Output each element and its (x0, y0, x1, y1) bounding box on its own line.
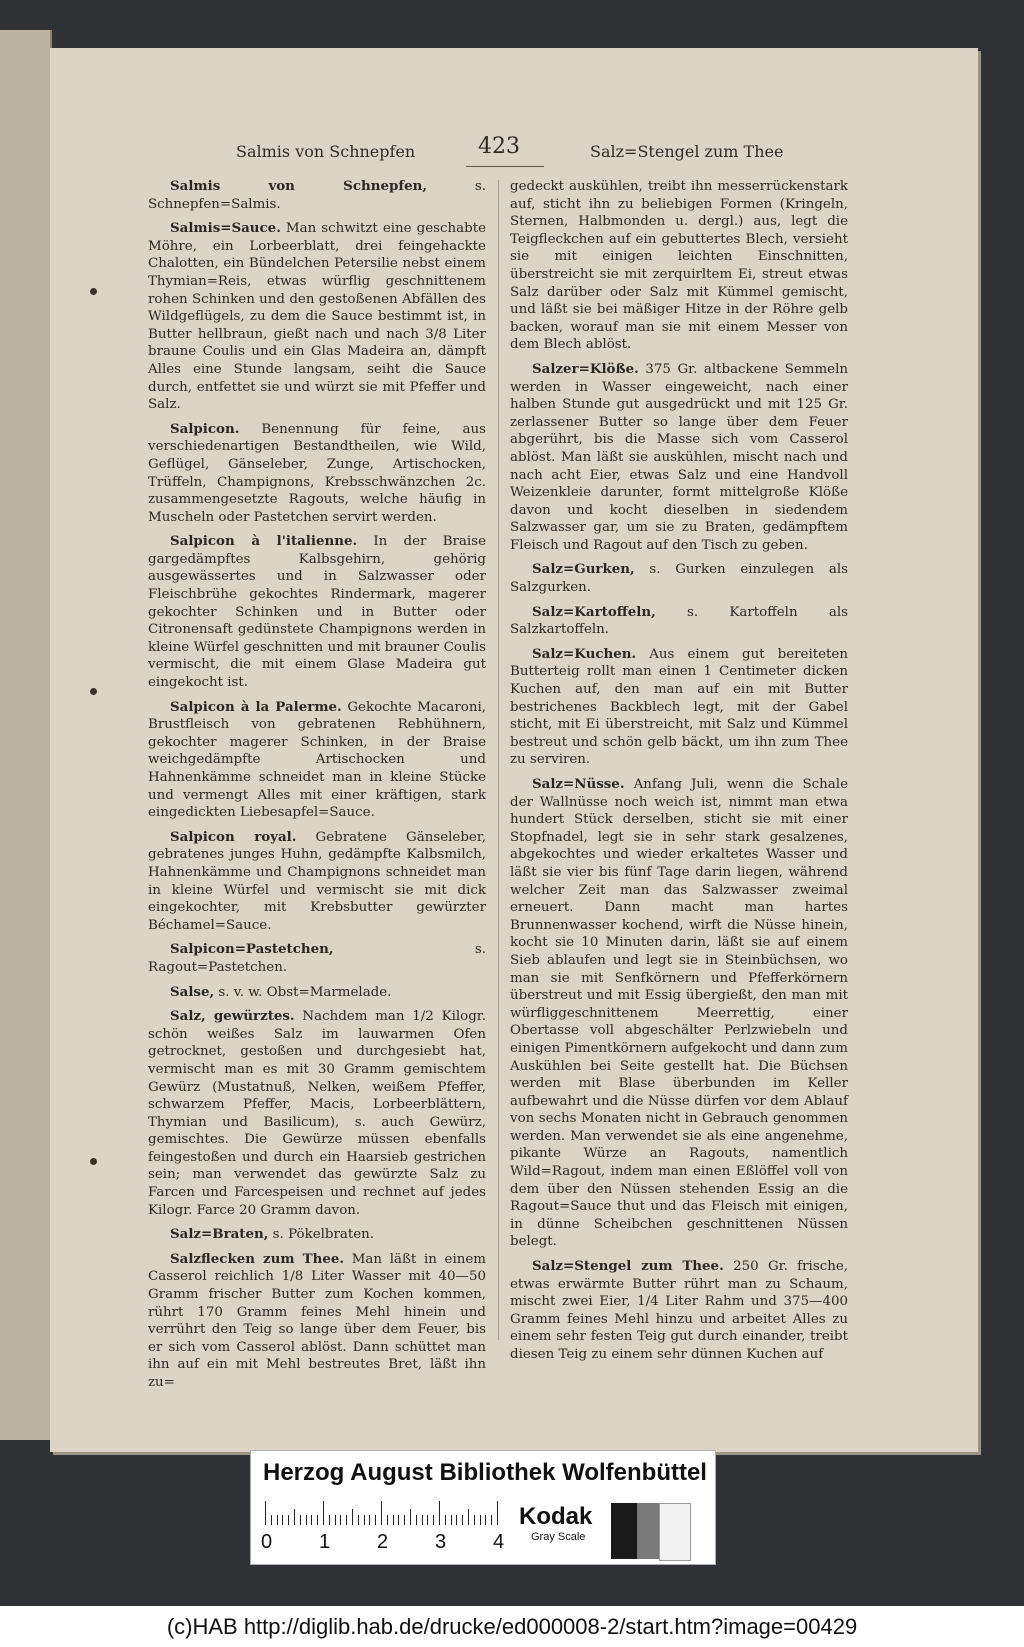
dictionary-entry (510, 561, 848, 596)
entry-text: 375 Gr. altbackene Semmeln werden in Wasser eingeweicht, nach einer halben Stunde gut ausgedrückt und mit 125 Gr. zerlassener Butter so lange über dem Feuer abgerührt, bis die Masse sich vom Casserol ablöst. Man läßt sie auskühlen, mischt nach und nach acht Eier, etwas Salz und eine Handvoll Weizenkleie darunter, formt mittelgroße Klöße davon und kocht dieselben in siedendem Salzwasser gar, um sie zu Braten, gedämpftem Fleisch und Ragout auf den Tisch zu geben. (510, 361, 848, 553)
gray-swatch-mid (637, 1503, 659, 1559)
ruler-tick (375, 1515, 376, 1525)
dictionary-entry (148, 220, 486, 414)
entry-headword: Salz=Kartoffeln, (532, 603, 656, 620)
ruler-tick (422, 1515, 423, 1525)
ruler-tick (462, 1515, 463, 1525)
entry-text: s. Schnepfen=Salmis. (148, 179, 486, 212)
ruler-tick (294, 1509, 295, 1525)
dictionary-entry (510, 178, 848, 354)
entry-text: s. Kartoffeln als Salzkartoffeln. (510, 604, 848, 638)
dictionary-entry (148, 1008, 486, 1219)
ruler-tick (282, 1515, 283, 1525)
entry-headword: Salz=Braten, (170, 1226, 269, 1243)
ruler-number: 2 (377, 1531, 389, 1553)
entry-headword: Salmis=Sauce. (170, 220, 281, 237)
ruler-tick (474, 1515, 475, 1525)
dictionary-entry (148, 1226, 486, 1244)
credit-url: (c)HAB http://diglib.hab.de/drucke/ed000008-2/start.htm?image=00429 (166, 1613, 858, 1639)
entry-text: Benennung für feine, aus verschiedenartigen Bestandtheilen, wie Wild, Geflügel, Gänseleber, Zunge, Artischocken, Trüffeln, Champignons, Krebsschwänzchen 2c. zusammengesetzte Ragouts, welche häufig in Muscheln oder Pastetchen servirt werden. (148, 421, 486, 525)
header-right-title: Salz=Stengel zum Thee (590, 142, 784, 161)
dictionary-entry (148, 829, 486, 935)
ruler-number: 0 (261, 1531, 273, 1553)
entry-headword: Salpicon à la Palerme. (170, 698, 342, 715)
ruler-tick (451, 1515, 452, 1525)
entry-headword: Salpicon. (170, 420, 240, 437)
dictionary-entry (148, 421, 486, 527)
entry-headword: Salz=Stengel zum Thee. (532, 1258, 724, 1275)
entry-text: s. Pökelbraten. (268, 1227, 375, 1243)
ruler-number: 4 (493, 1531, 505, 1553)
entry-text: Anfang Juli, wenn die Schale der Wallnüsse noch weich ist, nimmt man etwa hundert Stück derselben, sticht sie mit einer Stopfnadel, legt sie in sehr stark gesalzenes, abgekochtes und wieder erkaltetes Wasser und läßt sie vier bis fünf Tage darin liegen, während welcher Zeit man das Salzwasser zweimal erneuert. Dann macht man hartes Brunnenwasser kochend, wirft die Nüsse hinein, kocht sie 10 Minuten darin, läßt sie auf einem Sieb ablaufen und legt sie in Steinbüchsen, wo man sie mit Senfkörnern und Pfefferkörnern überstreut und mit Essig übergießt, den man mit würfliggeschnittenem Meerrettig, einer Obertasse voll abgeschälter Perlzwiebeln und einigen Pimentkörnern aufgekocht und dann zum Auskühlen bei Seite gestellt hat. Die Büchsen werden mit Blase überbunden im Keller aufbewahrt und die Nüsse dürfen vor dem Ablauf von sechs Monaten nicht in Gebrauch genommen werden. Man verwendet sie als eine angenehme, pikante Würze an Ragouts, namentlich Wild=Ragout, indem man einen Eßlöffel voll von dem über den Nüssen stehenden Essig an die Ragout=Sauce thut und das Fleisch mit einigen, in dünne Scheibchen geschnittenen Nüssen belegt. (510, 777, 848, 1250)
entry-text: Man schwitzt eine geschabte Möhre, ein Lorbeerblatt, drei feingehackte Chalotten, ein Bündelchen Petersilie nebst einem Thymian=Reis, etwas würflig geschnittenem rohen Schinken und den gestoßenen Abfällen des Wildgeflügels, zu dem die Sauce bestimmt ist, in Butter hellbraun, gießt nach und nach 3/8 Liter braune Coulis und ein Glas Madeira an, dämpft Alles eine Stunde langsam, seiht die Sauce durch, entfettet sie und würzt sie mit Pfeffer und Salz. (148, 221, 486, 413)
entry-text: Gebratene Gänseleber, gebratenes junges Huhn, gedämpfte Kalbsmilch, Hahnenkämme und Champignons schneidet man in kleine Würfel und vermischt sie mit dick eingekochter, mit Krebsbutter gewürzter Béchamel=Sauce. (148, 829, 487, 933)
dictionary-entry (510, 1258, 848, 1364)
ruler-tick (393, 1515, 394, 1525)
entry-text: s. v. w. Obst=Marmelade. (214, 984, 392, 1000)
ruler-scale (265, 1499, 501, 1525)
book-page (50, 48, 978, 1452)
dictionary-entry (148, 178, 486, 213)
entry-text: s. Ragout=Pastetchen. (148, 942, 486, 975)
entry-text: Man läßt in einem Casserol reichlich 1/8 Liter Wasser mit 40—50 Gramm frischer Butter zum Kochen kommen, rührt 170 Gramm feines Mehl hinein und verrührt den Teig so lange über dem Feuer, bis er sich vom Casserol ablöst. Dann schüttet man ihn auf ein mit Mehl bestreutes Bret, läßt ihn zu= (148, 1251, 486, 1390)
dictionary-entry (510, 361, 848, 555)
entry-text: gedeckt auskühlen, treibt ihn messerrückenstark auf, sticht ihn zu beliebigen Formen (Kringeln, Sternen, Halbmonden u. dergl.) aus, legt die Teigfleckchen auf ein gebuttertes Blech, versieht sie mit einigen leichten Einschnitten, überstreicht sie mit zerquirltem Ei, streut etwas Salz darüber oder Salz mit Kümmel gemischt, und läßt sie bei mäßiger Hitze in der Röhre gelb backen, worauf man sie mit einem Messer von dem Blech ablöst. (510, 179, 848, 353)
left-text-column (148, 178, 487, 1390)
entry-headword: Salpicon=Pastetchen, (170, 941, 334, 958)
ruler-tick (300, 1515, 301, 1525)
ruler-tick (427, 1515, 428, 1525)
entry-headword: Salse, (170, 983, 215, 1000)
ruler-tick (340, 1515, 341, 1525)
ruler-tick (364, 1515, 365, 1525)
ruler-tick (311, 1515, 312, 1525)
library-name: Herzog August Bibliothek Wolfenbüttel (263, 1459, 707, 1486)
running-header (50, 128, 978, 168)
image-credit-bar (0, 1606, 1024, 1647)
binding-hole (90, 288, 97, 295)
ruler-tick (433, 1515, 434, 1525)
ruler-tick (335, 1515, 336, 1525)
ruler-tick (265, 1501, 266, 1525)
dictionary-entry (148, 699, 486, 822)
ruler-tick (497, 1501, 498, 1525)
page-number: 423 (478, 134, 520, 159)
ruler-tick (358, 1515, 359, 1525)
color-target-card (250, 1450, 716, 1565)
ruler-tick (416, 1515, 417, 1525)
ruler-tick (288, 1515, 289, 1525)
kodak-logo-text: Kodak (519, 1503, 593, 1530)
ruler-tick (456, 1515, 457, 1525)
entry-headword: Salzflecken zum Thee. (170, 1250, 345, 1267)
ruler-tick (271, 1515, 272, 1525)
dictionary-entry (148, 984, 486, 1002)
ruler-tick (480, 1515, 481, 1525)
entry-headword: Salzer=Klöße. (532, 360, 639, 377)
binding-hole (90, 1158, 97, 1165)
entry-headword: Salmis von Schnepfen, (170, 178, 428, 194)
dictionary-entry (510, 776, 848, 1251)
entry-headword: Salz=Gurken, (532, 561, 635, 578)
ruler-tick (491, 1515, 492, 1525)
ruler-tick (398, 1515, 399, 1525)
entry-headword: Salpicon à l'italienne. (170, 533, 358, 550)
ruler-tick (468, 1509, 469, 1525)
entry-text: In der Braise gargedämpftes Kalbsgehirn, gehörig ausgewässertes und in Salzwasser oder Fleischbrühe gekochtes Rindermark, magerer gekochter Schinken und in Butter oder Citronensaft gedünstete Champignons werden in kleine Würfel geschnitten und mit brauner Coulis vermischt, die mit einem Glase Madeira gut eingekocht ist. (148, 534, 486, 691)
ruler-number: 1 (319, 1531, 331, 1553)
ruler-tick (346, 1515, 347, 1525)
header-left-title: Salmis von Schnepfen (236, 142, 416, 161)
ruler-tick (323, 1501, 324, 1525)
left-page-edge (0, 30, 52, 1440)
ruler-tick (329, 1515, 330, 1525)
ruler-tick (352, 1509, 353, 1525)
column-divider (498, 180, 499, 1340)
ruler-tick (277, 1515, 278, 1525)
dictionary-entry (510, 604, 848, 639)
entry-text: Gekochte Macaroni, Brustfleisch von gebratenen Rebhühnern, gekochter magerer Schinken, in der Braise weichgedämpfte Artischocken und Hahnenkämme schneidet man in kleine Stücke und vermengt Alles mit einer kräftigen, stark eingedickten Liebesapfel=Sauce. (148, 699, 486, 821)
binding-hole (90, 688, 97, 695)
ruler-tick (445, 1515, 446, 1525)
ruler-tick (485, 1515, 486, 1525)
entry-headword: Salz=Kuchen. (532, 645, 637, 662)
right-text-column (510, 178, 848, 1362)
entry-headword: Salpicon royal. (170, 828, 297, 845)
ruler-tick (317, 1515, 318, 1525)
ruler-tick (439, 1501, 440, 1525)
ruler-tick (381, 1501, 382, 1525)
ruler-tick (410, 1509, 411, 1525)
gray-scale-label: Gray Scale (531, 1531, 586, 1543)
ruler-tick (404, 1515, 405, 1525)
entry-headword: Salz=Nüsse. (532, 776, 625, 792)
entry-text: Aus einem gut bereiteten Butterteig rollt man einen 1 Centimeter dicken Kuchen auf, den man auf ein mit Butter bestrichenes Backblech legt, mit der Gabel sticht, mit Ei überstreicht, mit Salz und Kümmel bestreut und schön gelb bäckt, um ihn zum Thee zu serviren. (510, 646, 848, 768)
gray-swatch-black (611, 1503, 637, 1559)
entry-text: 250 Gr. frische, etwas erwärmte Butter rührt man zu Schaum, mischt zwei Eier, 1/4 Liter Rahm und 375—400 Gramm feines Mehl hinzu und arbeitet Alles zu einem sehr festen Teig gut durch einander, treibt diesen Teig zu einem sehr dünnen Kuchen auf (510, 1259, 848, 1362)
dictionary-entry (510, 646, 848, 769)
dictionary-entry (148, 533, 486, 691)
dictionary-entry (148, 1251, 486, 1392)
header-rule (466, 166, 544, 167)
dictionary-entry (148, 941, 486, 976)
ruler-number: 3 (435, 1531, 447, 1553)
gray-swatch-white (659, 1503, 691, 1561)
ruler-numbers (261, 1531, 511, 1553)
entry-text: s. Gurken einzulegen als Salzgurken. (510, 562, 848, 596)
entry-headword: Salz, gewürztes. (170, 1008, 295, 1025)
ruler-tick (306, 1515, 307, 1525)
ruler-tick (369, 1515, 370, 1525)
ruler-tick (387, 1515, 388, 1525)
entry-text: Nachdem man 1/2 Kilogr. schön weißes Salz im lauwarmen Ofen getrocknet, gestoßen und durchgesiebt hat, vermischt man es mit 30 Gramm gemischtem Gewürz (Mustatnuß, Nelken, weißem Pfeffer, schwarzem Pfeffer, Macis, Lorbeerblättern, Thymian und Basilicum), s. auch Gewürz, gemischtes. Die Gewürze müssen ebenfalls feingestoßen und durch ein Haarsieb gestrichen sein; man verwendet das gewürzte Salz zu Farcen und Farcespeisen und rechnet auf jedes Kilogr. Farce 20 Gramm davon. (148, 1009, 486, 1218)
